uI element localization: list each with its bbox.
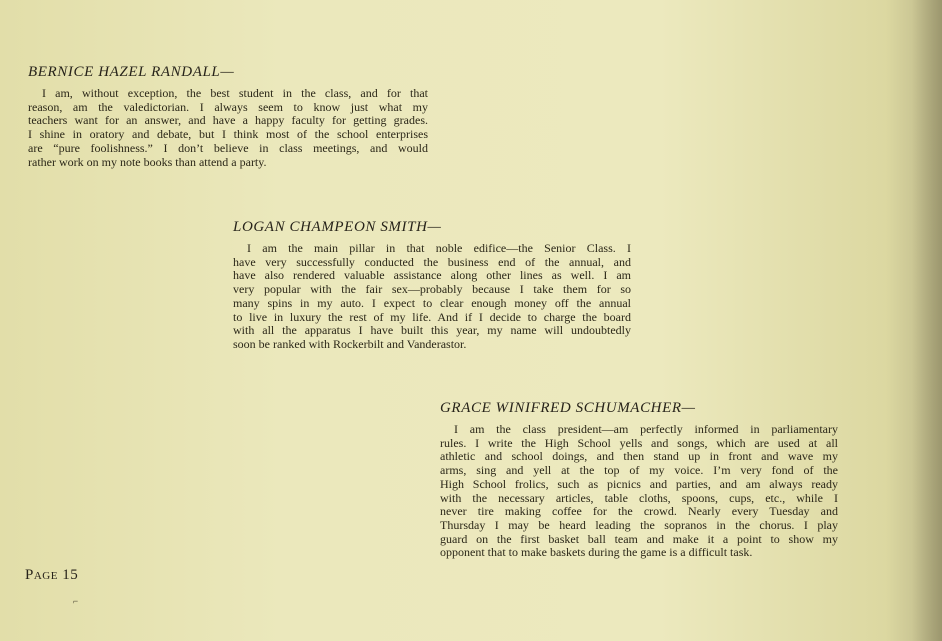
text-line: rather work on my note books than attend a party. bbox=[28, 154, 267, 169]
text-line: arms, sing and yell at the top of my voice. I’m very fond of the bbox=[440, 463, 838, 478]
text-line: opponent that to make baskets during the game is a difficult task. bbox=[440, 545, 753, 560]
text-line: never tire making coffee for the crowd. Nearly every Tuesday and bbox=[440, 504, 838, 519]
page-number: Page 15 bbox=[25, 567, 79, 583]
text-line: soon be ranked with Rockerbilt and Vanderastor. bbox=[233, 336, 467, 351]
entry-text bbox=[233, 242, 631, 352]
text-line: Thursday I may be heard leading the sopranos in the chorus. I play bbox=[440, 517, 838, 532]
text-line: very popular with the fair sex—probably because I take them for so bbox=[233, 282, 631, 297]
text-line: High School frolics, such as picnics and parties, and am always ready bbox=[440, 476, 838, 491]
entry-logan-smith bbox=[233, 219, 631, 352]
entry-name: LOGAN CHAMPEON SMITH— bbox=[233, 219, 442, 235]
margin-mark: ⌐ bbox=[73, 596, 79, 606]
text-line: guard on the first basket ball team and make it a point to show my bbox=[440, 531, 838, 546]
text-line: have very successfully conducted the business end of the annual, and bbox=[233, 254, 631, 269]
entry-grace-schumacher bbox=[440, 400, 838, 560]
text-line: I am the class president—am perfectly informed in parliamentary bbox=[454, 422, 838, 436]
text-line: athletic and school doings, and then stand up in front and wave my bbox=[440, 449, 838, 464]
text-line: teachers want for an answer, and have a happy faculty for getting grades. bbox=[28, 113, 428, 128]
entry-text bbox=[28, 87, 428, 169]
text-line: are “pure foolishness.” I don’t believe in class meetings, and would bbox=[28, 140, 428, 155]
text-line: I am the main pillar in that noble edifice—the Senior Class. I bbox=[247, 241, 631, 255]
text-line: I shine in oratory and debate, but I think most of the school enterprises bbox=[28, 127, 428, 142]
text-line: rules. I write the High School yells and songs, which are used at all bbox=[440, 435, 838, 450]
text-line: have also rendered valuable assistance along other lines as well. I am bbox=[233, 268, 631, 283]
text-line: many spins in my auto. I expect to clear enough money off the annual bbox=[233, 295, 631, 310]
entry-bernice-randall bbox=[28, 64, 428, 169]
text-line: with all the apparatus I have built this year, my name will undoubtedly bbox=[233, 323, 631, 338]
text-line: I am, without exception, the best student in the class, and for that bbox=[42, 86, 428, 100]
entry-name: GRACE WINIFRED SCHUMACHER— bbox=[440, 400, 696, 416]
entry-name: BERNICE HAZEL RANDALL— bbox=[28, 64, 235, 80]
entry-text bbox=[440, 423, 838, 560]
text-line: reason, am the valedictorian. I always seem to know just what my bbox=[28, 99, 428, 114]
text-line: to live in luxury the rest of my life. And if I decide to charge the board bbox=[233, 309, 631, 324]
text-line: with the necessary articles, table cloths, spoons, cups, etc., while I bbox=[440, 490, 838, 505]
page-binding-shadow bbox=[912, 0, 942, 641]
